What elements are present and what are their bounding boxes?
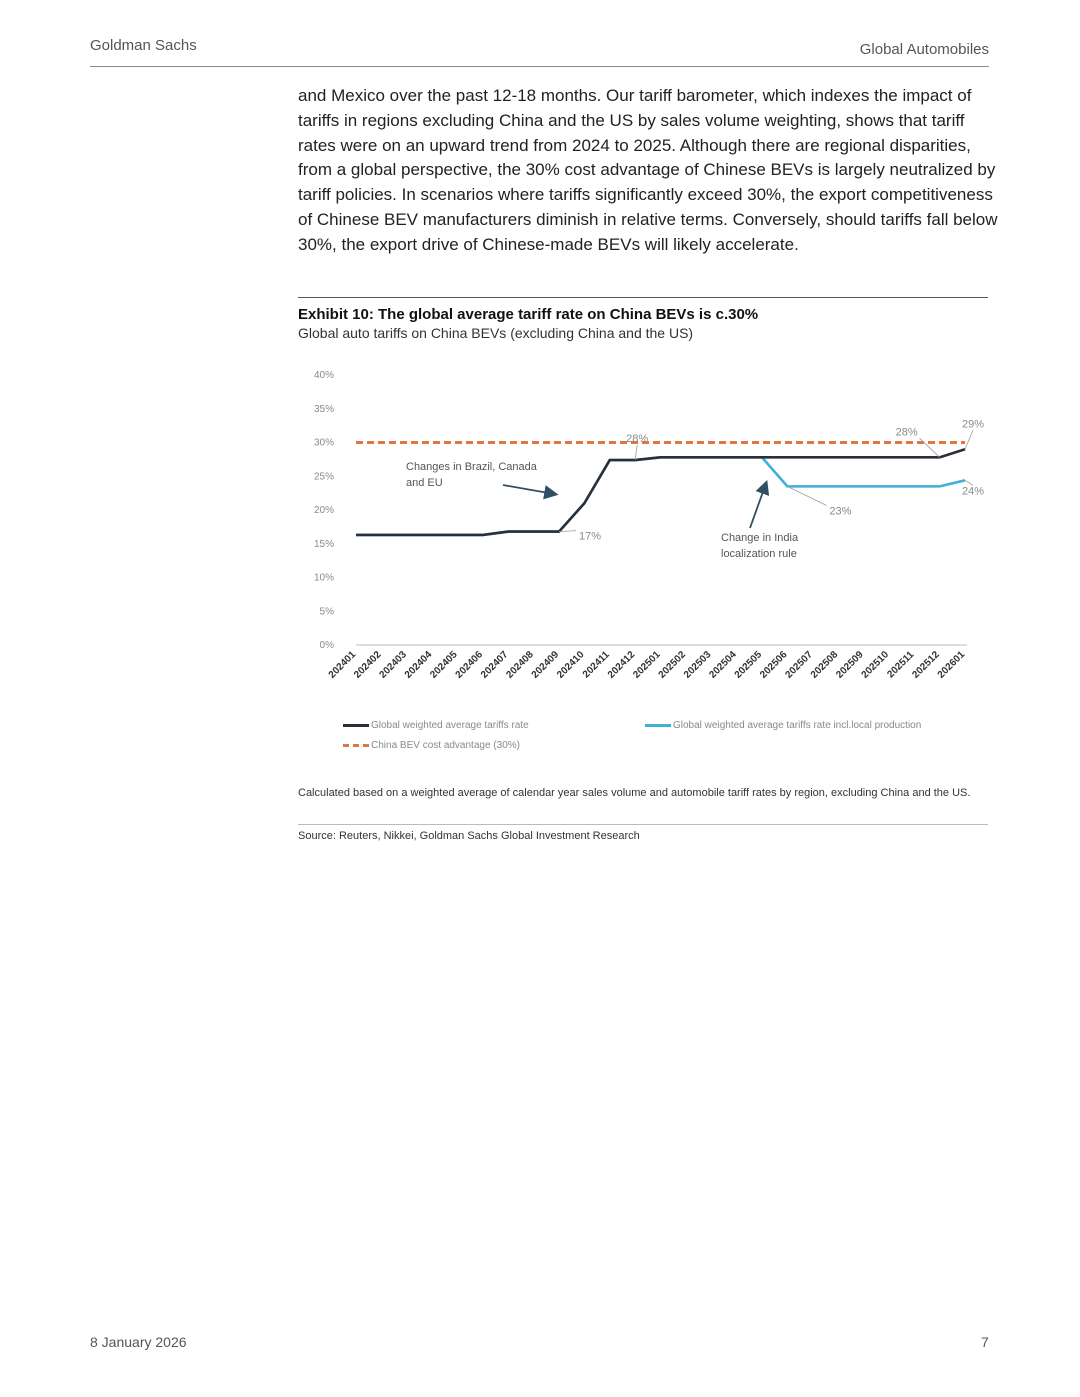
legend-label: China BEV cost advantage (30%)	[371, 740, 520, 751]
annotation-leader-line	[787, 486, 826, 505]
legend-swatch-dark	[343, 724, 369, 727]
body-paragraph: and Mexico over the past 12-18 months. Our tariff barometer, which indexes the impact of tariffs in regions excluding China and the US by sales volume weighting, shows that tariff rates were on an upward trend from 2024 to 2025. Although there are regional disparities, from a global perspective, the 30% cost advantage of Chinese BEVs is largely neutralized by tariff policies. In scenarios where tariffs significantly exceed 30%, the export competitiveness of Chinese BEV manufacturers diminish in relative terms. Conversely, should tariffs fall below 30%, the export drive of Chinese-made BEVs will likely accelerate.	[298, 86, 998, 254]
page-number: 7	[981, 1334, 989, 1350]
x-tick-label: 202404	[402, 649, 435, 681]
y-tick-label: 25%	[313, 471, 334, 483]
footer-date: 8 January 2026	[90, 1334, 187, 1350]
annotation-leader-line	[559, 531, 576, 532]
x-tick-label: 202507	[783, 649, 815, 681]
x-tick-label: 202601	[935, 649, 968, 681]
x-tick-label: 202512	[910, 649, 942, 681]
y-tick-label: 15%	[313, 538, 334, 550]
legend-swatch-dashed	[343, 744, 369, 747]
x-tick-label: 202501	[631, 649, 663, 681]
data-label: 29%	[961, 418, 985, 431]
y-tick-label: 35%	[313, 403, 334, 415]
data-label: 24%	[961, 485, 985, 498]
x-tick-label: 202504	[707, 649, 739, 681]
legend-item-global-tariff	[343, 720, 529, 731]
x-tick-label: 202408	[504, 649, 536, 681]
x-tick-label: 202401	[326, 649, 359, 681]
x-tick-label: 202406	[453, 649, 485, 681]
x-tick-label: 202510	[859, 649, 891, 681]
x-tick-label: 202505	[732, 649, 765, 681]
callout-text: localization rule	[721, 548, 797, 560]
tariff-line-chart	[298, 355, 988, 700]
exhibit-note: Calculated based on a weighted average of calendar year sales volume and automobile tariff rates by region, excluding China and the US.	[298, 787, 971, 799]
callout-text: Changes in Brazil, Canada	[406, 461, 537, 473]
legend-swatch-blue	[645, 724, 671, 727]
y-tick-label: 0%	[319, 640, 334, 651]
x-tick-label: 202412	[605, 649, 638, 681]
note-divider	[298, 824, 988, 825]
exhibit-source: Source: Reuters, Nikkei, Goldman Sachs Global Investment Research	[298, 830, 640, 842]
callout-arrow	[750, 483, 766, 528]
annotation-leader-line	[965, 430, 973, 449]
y-tick-label: 5%	[319, 606, 334, 618]
x-tick-label: 202506	[758, 649, 790, 681]
x-tick-label: 202508	[808, 649, 841, 681]
legend-item-cost-advantage	[343, 740, 520, 751]
callout-arrow	[503, 485, 555, 494]
legend-item-local-production	[645, 720, 921, 731]
callout-text: Change in India	[721, 532, 799, 544]
x-tick-label: 202411	[580, 649, 612, 681]
x-tick-label: 202502	[656, 649, 688, 681]
annotation-leader-line	[635, 445, 637, 460]
x-tick-label: 202410	[555, 649, 587, 681]
x-tick-label: 202509	[834, 649, 866, 681]
callout-text: and EU	[406, 477, 443, 489]
legend-label: Global weighted average tariffs rate incl.local production	[673, 720, 922, 731]
x-tick-label: 202409	[529, 649, 562, 681]
data-label: 23%	[829, 505, 852, 518]
y-tick-label: 40%	[313, 370, 334, 381]
y-tick-label: 10%	[313, 572, 334, 584]
x-tick-label: 202405	[428, 649, 460, 681]
publisher-name: Goldman Sachs	[90, 37, 197, 54]
x-tick-label: 202503	[681, 649, 714, 681]
x-tick-label: 202402	[352, 649, 384, 681]
x-tick-label: 202407	[478, 649, 511, 681]
exhibit-divider	[298, 297, 988, 298]
y-tick-label: 30%	[313, 437, 334, 449]
legend-label: Global weighted average tariffs rate	[371, 720, 529, 731]
exhibit-subtitle: Global auto tariffs on China BEVs (excluding China and the US)	[298, 325, 694, 341]
data-label: 28%	[895, 426, 918, 439]
data-label: 17%	[579, 530, 602, 543]
header-divider	[90, 66, 989, 67]
x-tick-label: 202403	[377, 649, 409, 681]
exhibit-title: Exhibit 10: The global average tariff rate on China BEVs is c.30%	[298, 306, 759, 323]
y-tick-label: 20%	[313, 505, 334, 516]
report-section: Global Automobiles	[859, 41, 989, 58]
data-label: 28%	[626, 433, 649, 446]
x-tick-label: 202511	[885, 649, 917, 681]
